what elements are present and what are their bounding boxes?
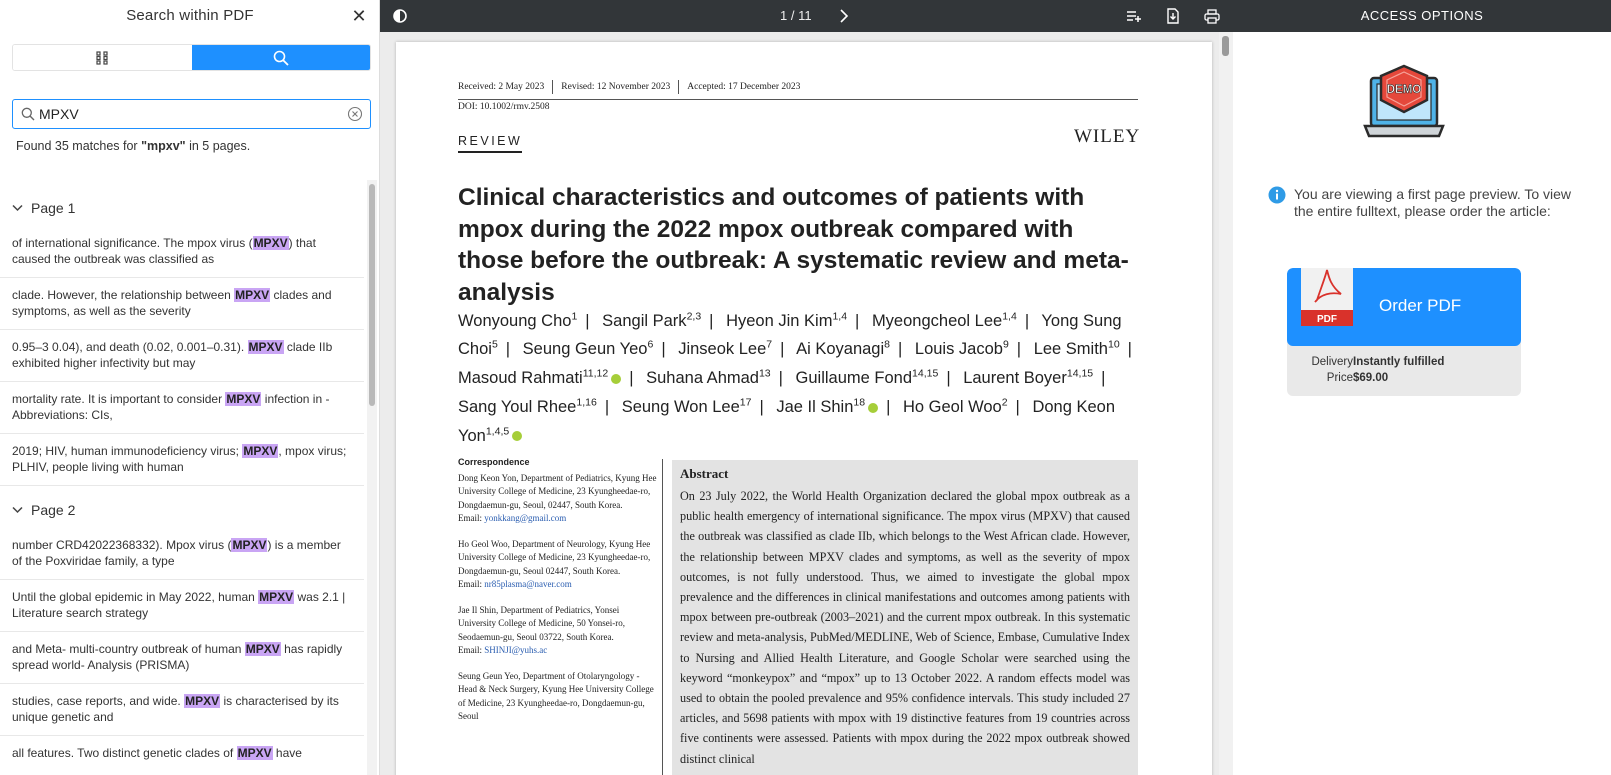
author-affiliation: 8 [884, 338, 890, 351]
email-label: Email: [458, 513, 485, 523]
email-label: Email: [458, 645, 485, 655]
result-match-highlight: MPXV [253, 236, 288, 250]
close-icon[interactable]: ✕ [351, 6, 367, 26]
result-text-after: clade IIb exhibited higher infectivity but may [12, 340, 333, 370]
result-page-label: Page 1 [31, 200, 76, 216]
correspondence-address: Jae Il Shin, Department of Pediatrics, Yonsei University College of Medicine, 50 Yonsei-ro, Seodaemun-gu, Seoul 03722, South Korea. [458, 604, 625, 642]
author[interactable] [458, 369, 621, 387]
author[interactable] [872, 312, 1017, 330]
author-name: Dong Keon Yon [458, 397, 1116, 445]
viewer-scrollbar-thumb[interactable] [1222, 36, 1229, 56]
search-results-list [0, 190, 364, 775]
search-input[interactable] [39, 104, 339, 124]
pdf-tag: PDF [1317, 314, 1337, 325]
match-summary-prefix: Found 35 matches for [16, 139, 142, 153]
author-separator: | [778, 369, 783, 388]
author-separator: | [886, 397, 891, 416]
author-separator: | [629, 369, 634, 388]
result-text-after: has rapidly spread world- Analysis (PRISMA) [12, 642, 343, 672]
author-affiliation: 18 [853, 396, 866, 409]
order-pdf-label: Order PDF [1379, 296, 1462, 315]
author-separator: | [1024, 311, 1030, 330]
author[interactable] [796, 369, 939, 387]
correspondence-address: Seung Geun Yeo, Department of Otolaryngology - Head & Neck Surgery, Kyung Hee University College of Medicine, 23 Kyungheedae-ro, Dongdaemun-gu, Seoul [458, 670, 654, 721]
author[interactable] [726, 312, 847, 330]
author[interactable] [622, 398, 752, 416]
author-affiliation: 1,4 [1002, 310, 1017, 322]
result-page-header[interactable] [0, 190, 364, 226]
grid-icon [96, 51, 108, 65]
result-text-before: Until the global epidemic in May 2022, human [12, 590, 259, 604]
author-affiliation: 5 [491, 338, 498, 351]
viewer-toolbar [380, 0, 1233, 32]
result-page-label: Page 2 [31, 502, 76, 518]
author-name: Jinseok Lee [678, 340, 767, 359]
author[interactable] [458, 398, 597, 416]
orcid-icon[interactable] [611, 374, 621, 384]
result-text-after: ) that caused the outbreak was classified as [12, 236, 316, 266]
article-dates [458, 80, 1138, 100]
revised-date: Revised: 12 November 2023 [561, 80, 679, 94]
author-list [458, 304, 1148, 448]
author-separator: | [661, 340, 666, 359]
result-match-highlight: MPXV [235, 288, 270, 302]
price-label: Price [1326, 372, 1353, 384]
author-affiliation: 1,4 [832, 310, 848, 322]
author[interactable] [776, 398, 878, 416]
author-name: Wonyoung Cho [458, 311, 572, 330]
author-name: Guillaume Fond [795, 369, 913, 388]
accepted-date: Accepted: 17 December 2023 [687, 82, 801, 92]
match-summary-term: "mpxv" [141, 139, 186, 153]
access-panel-title: ACCESS OPTIONS [1233, 0, 1611, 32]
author-name: Lee Smith [1033, 340, 1108, 359]
pdf-page [396, 42, 1212, 775]
author-name: Seung Geun Yeo [522, 340, 648, 359]
author[interactable] [523, 340, 654, 358]
correspondence-heading: Correspondence [458, 457, 530, 467]
result-text-after: ) is a member of the Poxviridae family, a type [12, 538, 341, 568]
search-result[interactable] [0, 330, 364, 382]
author-name: Sang Youl Rhee [458, 397, 577, 416]
author-affiliation: 2 [1001, 396, 1008, 409]
clear-search-icon[interactable] [347, 106, 363, 122]
author[interactable] [646, 369, 771, 387]
search-icon [21, 107, 35, 121]
result-text-after: was 2.1 | Literature search strategy [12, 590, 346, 620]
author-name: Suhana Ahmad [646, 369, 759, 388]
search-field [12, 99, 371, 129]
theme-toggle-icon[interactable] [390, 6, 410, 26]
search-result[interactable] [0, 580, 364, 632]
result-text-before: 2019; HIV, human immunodeficiency virus; [12, 444, 243, 458]
author-affiliation: 6 [647, 338, 654, 351]
result-text-after: have [272, 746, 302, 760]
author-name: Yong Sung Choi [458, 311, 1122, 359]
result-match-highlight: MPXV [185, 694, 220, 708]
author-affiliation: 11,12 [582, 367, 609, 380]
result-match-highlight: MPXV [248, 340, 283, 354]
author-name: Jae Il Shin [776, 397, 854, 416]
author[interactable] [458, 312, 577, 330]
correspondence-block [458, 670, 658, 724]
author-affiliation: 14,15 [912, 367, 939, 380]
author-name: Laurent Boyer [963, 369, 1067, 388]
result-match-highlight: MPXV [245, 642, 280, 656]
result-text-after: is characterised by its unique genetic and [12, 694, 339, 724]
demo-badge-label: DEMO [1386, 84, 1422, 96]
author-separator: | [709, 311, 714, 330]
orcid-icon[interactable] [512, 431, 522, 441]
column-divider [662, 459, 663, 775]
access-panel [1233, 0, 1611, 775]
email-link[interactable]: SHINJI@yuhs.ac [484, 645, 548, 655]
search-result[interactable] [0, 632, 364, 684]
author-affiliation: 1,4,5 [485, 425, 510, 438]
author-separator: | [1127, 340, 1132, 359]
author-separator: | [585, 311, 590, 330]
author-affiliation: 7 [766, 338, 773, 351]
playlist-add-icon[interactable] [1124, 6, 1144, 26]
abstract-heading: Abstract [680, 466, 729, 481]
author-separator: | [1016, 340, 1022, 359]
author-separator: | [1101, 369, 1106, 388]
demo-laptop-icon [1363, 62, 1445, 144]
author[interactable] [963, 369, 1093, 387]
author-name: Ai Koyanagi [796, 340, 885, 359]
author-name: Hyeon Jin Kim [726, 311, 833, 330]
author-affiliation: 17 [739, 396, 752, 409]
result-text-before: mortality rate. It is important to consider [12, 392, 226, 406]
result-text-before: studies, case reports, and wide. [12, 694, 185, 708]
order-card [1287, 268, 1521, 396]
page-indicator: 1 / 11 [780, 8, 812, 23]
result-match-highlight: MPXV [259, 590, 294, 604]
author-separator: | [898, 340, 903, 359]
panel-mode-toggle [12, 44, 371, 71]
match-summary [16, 139, 250, 153]
publisher-logo: WILEY [1074, 126, 1141, 147]
author-name: Seung Won Lee [621, 397, 740, 416]
doi: DOI: 10.1002/rmv.2508 [458, 102, 550, 112]
next-page-icon[interactable] [834, 6, 854, 26]
author[interactable] [796, 340, 890, 358]
result-match-highlight: MPXV [237, 746, 272, 760]
section-label: REVIEW [458, 134, 522, 153]
match-summary-suffix: in 5 pages. [185, 139, 251, 153]
result-text-after: clades and symptoms, as well as the severity [12, 288, 332, 318]
author-name: Sangil Park [602, 311, 687, 330]
author-name: Ho Geol Woo [902, 397, 1002, 416]
result-page-header[interactable] [0, 492, 364, 528]
result-text-before: 0.95–3 0.04), and death (0.02, 0.001–0.31). [12, 340, 248, 354]
correspondence [458, 456, 658, 736]
download-icon[interactable] [1163, 6, 1183, 26]
results-scrollbar-thumb[interactable] [369, 184, 375, 406]
search-result[interactable] [0, 528, 364, 580]
search-result[interactable] [0, 278, 364, 330]
author-affiliation: 1 [571, 310, 578, 322]
result-text-before: number CRD42022368332). Mpox virus ( [12, 538, 232, 552]
abstract-text: On 23 July 2022, the World Health Organization declared the global mpox outbreak as a public health emergency of international significance. The mpox virus (MPXV) that caused the outbreak was classified as clade IIb, which belongs to the West African clade. However, the relationship between MPXV clades and symptoms, as well as the severity of mpox outcomes, is not fully understood. Thus, we aimed to investigate the global mpox prevalence and the differences in clinical manifestations and outcomes among patients with mpox between pre-outbreak (2003–2021) and the current mpox outbreak. In this systematic review and meta-analysis, PubMed/MEDLINE, Web of Science, Embase, Cumulative Index to Nursing and Allied Health Literature, and Google Scholar were searched using the keyword “monkeypox” and “mpox” up to 13 October 2022. A random effects model was used to obtain the pooled prevalence and 95% confidence intervals. This study included 27 articles, and 5698 patients with mpox with 19 distinctive features from 19 countries across five continents were assessed. Patients with mpox during the 2022 mpox outbreak showed distinct clinical [680, 489, 1130, 766]
result-text-before: of international significance. The mpox virus ( [12, 236, 253, 250]
correspondence-block [458, 604, 658, 658]
correspondence-address: Ho Geol Woo, Department of Neurology, Kyung Hee University College of Medicine, 23 Kyungheedae-ro, Dongdaemun-gu, Seoul 02447, South Korea. [458, 538, 651, 576]
pdf-viewer [380, 0, 1233, 775]
author[interactable] [915, 340, 1009, 358]
author-separator: | [505, 340, 511, 359]
search-result[interactable] [0, 382, 364, 434]
email-link[interactable]: nr85plasma@naver.com [484, 579, 572, 589]
author-separator: | [759, 397, 764, 416]
author-affiliation: 9 [1002, 338, 1009, 351]
pdf-file-icon [1301, 268, 1353, 326]
search-panel [0, 0, 380, 775]
preview-info-text: You are viewing a first page preview. To view the entire fulltext, please order the article: [1294, 186, 1572, 219]
author[interactable] [903, 398, 1008, 416]
search-icon [273, 50, 289, 66]
chevron-down-icon [12, 506, 23, 514]
result-text-before: clade. However, the relationship between [12, 288, 235, 302]
author[interactable] [602, 312, 701, 330]
abstract-box [672, 460, 1138, 775]
author[interactable] [1034, 340, 1120, 358]
search-result[interactable] [0, 684, 364, 736]
result-match-highlight: MPXV [226, 392, 261, 406]
author[interactable] [678, 340, 772, 358]
search-result[interactable] [0, 434, 364, 486]
author-separator: | [780, 340, 785, 359]
article-title: Clinical characteristics and outcomes of patients with mpox during the 2022 mpox outbreak compared with those before the outbreak: A systematic review and meta-analysis [458, 184, 1129, 306]
delivery-label: Delivery [1311, 356, 1353, 368]
author-name: Masoud Rahmati [458, 369, 583, 388]
author-affiliation: 1,16 [576, 396, 597, 409]
chevron-down-icon [12, 204, 23, 212]
search-mode-button[interactable] [192, 45, 371, 70]
received-date: Received: 2 May 2023 [458, 80, 553, 94]
email-label: Email: [458, 579, 485, 589]
email-link[interactable]: yonkkang@gmail.com [484, 513, 567, 523]
result-text-before: all features. Two distinct genetic clades of [12, 746, 237, 760]
viewer-scrollbar[interactable] [1219, 32, 1233, 775]
search-result[interactable] [0, 226, 364, 278]
search-result[interactable] [0, 736, 364, 775]
author-affiliation: 10 [1107, 338, 1120, 351]
correspondence-block [458, 538, 658, 592]
info-icon [1268, 186, 1286, 204]
delivery-value: Instantly fulfilled [1353, 356, 1445, 368]
author-separator: | [855, 311, 860, 330]
author-name: Louis Jacob [914, 340, 1003, 359]
thumbnails-mode-button[interactable] [13, 45, 192, 70]
result-match-highlight: MPXV [243, 444, 278, 458]
result-text-after: , mpox virus; PLHIV, people living with human [12, 444, 347, 474]
author-affiliation: 2,3 [686, 310, 702, 322]
result-match-highlight: MPXV [232, 538, 267, 552]
search-panel-title: Search within PDF [126, 7, 254, 24]
price-value: $69.00 [1353, 372, 1389, 384]
print-icon[interactable] [1202, 6, 1222, 26]
correspondence-address: Dong Keon Yon, Department of Pediatrics, Kyung Hee University College of Medicine, 23 Kyungheedae-ro, Dongdaemun-gu, Seoul, 02447, South Korea. [458, 472, 657, 510]
author-affiliation: 14,15 [1066, 367, 1094, 380]
result-text-after: infection in - Abbreviations: CIs, [12, 392, 330, 422]
author-separator: | [604, 397, 610, 416]
author-separator: | [946, 369, 951, 388]
result-text-before: and Meta- multi-country outbreak of human [12, 642, 245, 656]
author-separator: | [1015, 397, 1020, 416]
author-name: Myeongcheol Lee [871, 311, 1003, 330]
orcid-icon[interactable] [868, 403, 878, 413]
author-affiliation: 13 [758, 367, 771, 380]
correspondence-block [458, 472, 658, 526]
